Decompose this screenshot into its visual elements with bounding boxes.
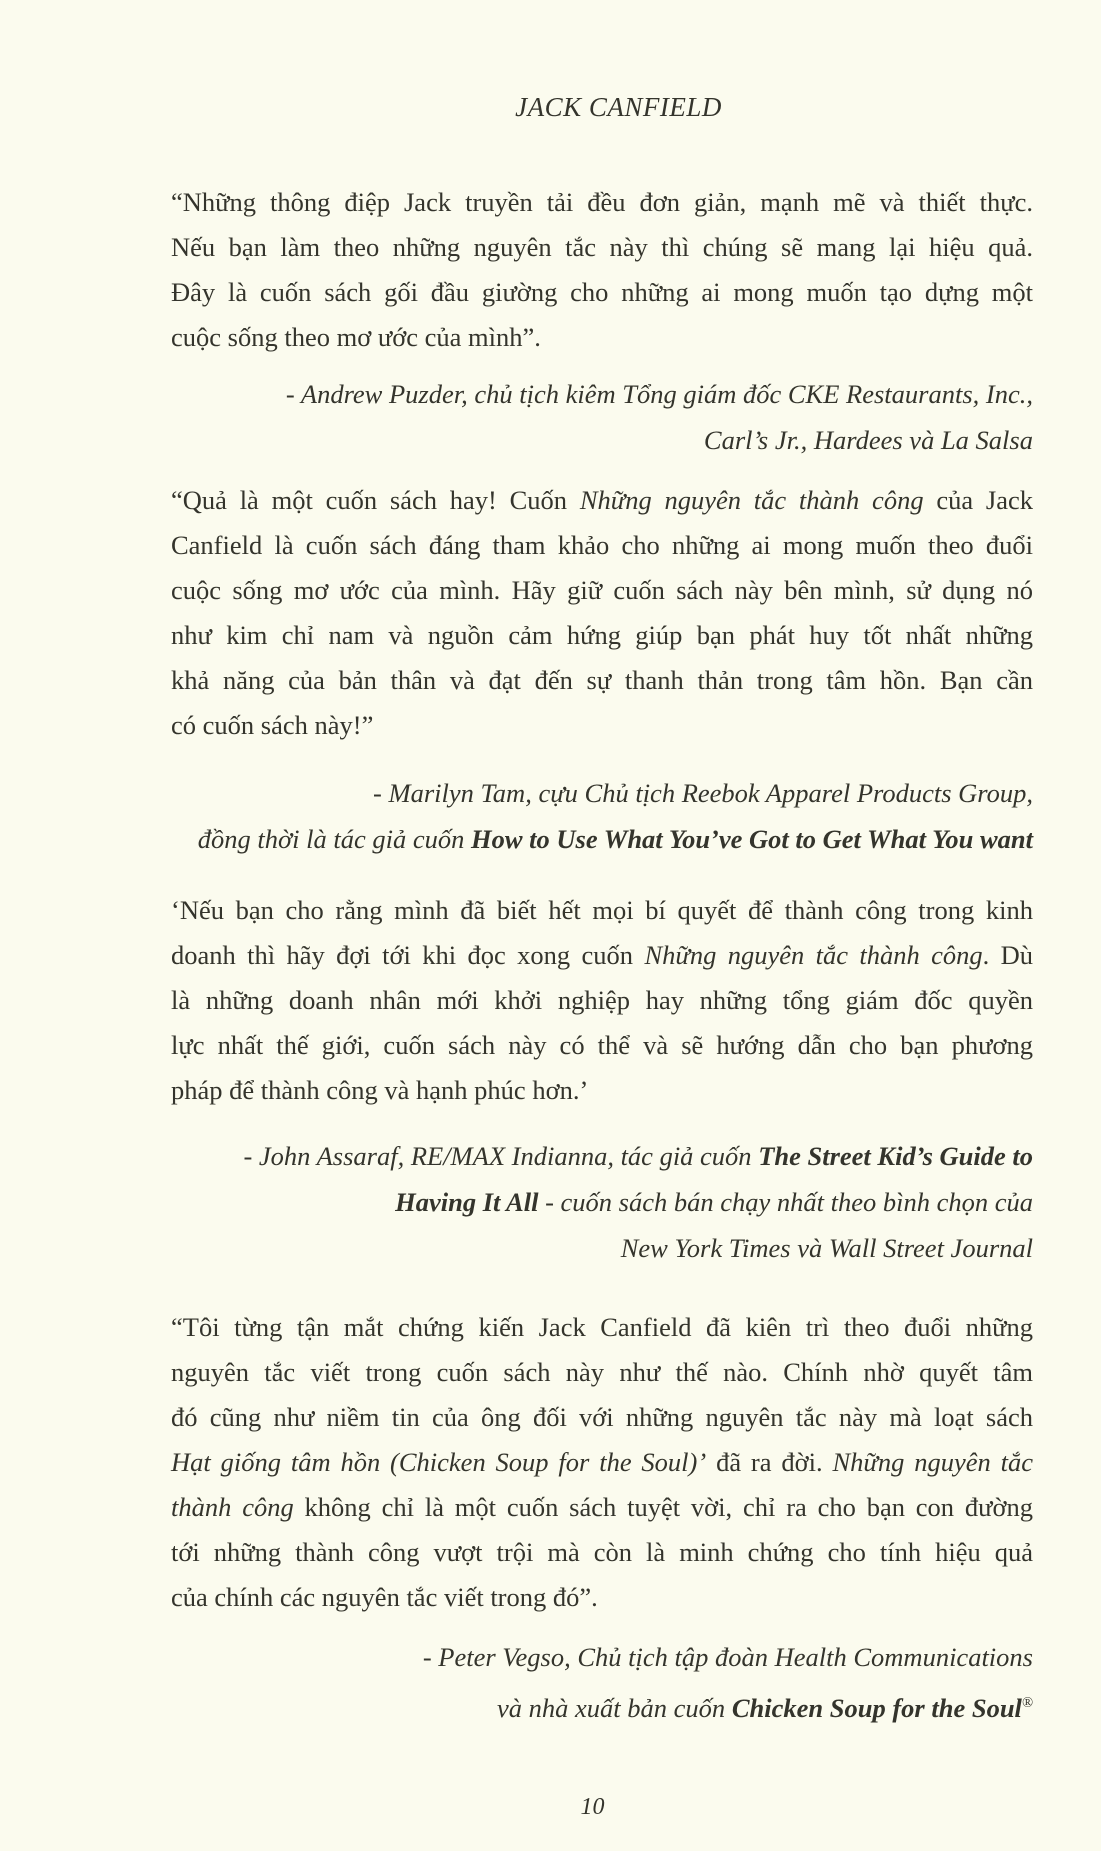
- testimonial-quote: [171, 478, 1033, 748]
- book-title: Chicken Soup for the Soul: [731, 1692, 1022, 1723]
- testimonial-attribution: [171, 1133, 1033, 1271]
- text-run: của Jack: [923, 485, 1033, 515]
- italic-text: đồng thời là tác giả cuốn: [197, 824, 471, 854]
- attribution-line: [171, 1225, 1033, 1271]
- text-run: Đây là cuốn sách gối đầu giường cho những ai mong muốn tạo dựng một: [171, 277, 1033, 307]
- text-run: như kim chỉ nam và nguồn cảm hứng giúp bạn phát huy tốt nhất những: [171, 620, 1033, 650]
- quote-line: [171, 523, 1033, 568]
- text-run: tới những thành công vượt trội mà còn là minh chứng cho tính hiệu quả: [171, 1537, 1033, 1567]
- italic-text: Hạt giống tâm hồn (Chicken Soup for the Soul)’: [171, 1447, 707, 1477]
- text-run: không chỉ là một cuốn sách tuyệt vời, chỉ ra cho bạn con đường: [293, 1492, 1034, 1522]
- quote-line: [171, 225, 1033, 270]
- quote-line: [171, 658, 1033, 703]
- quote-line: [171, 478, 1033, 523]
- text-run: của chính các nguyên tắc viết trong đó”.: [171, 1582, 598, 1612]
- italic-text: Những nguyên tắc thành công: [579, 485, 924, 515]
- testimonial-quote: [171, 888, 1033, 1113]
- book-title: The Street Kid’s Guide to: [758, 1141, 1033, 1171]
- testimonial-attribution: [171, 1634, 1033, 1726]
- attribution-line: [171, 770, 1033, 816]
- quote-line: [171, 315, 1033, 360]
- text-run: ‘Nếu bạn cho rằng mình đã biết hết mọi bí quyết để thành công trong kinh: [171, 895, 1033, 925]
- quote-line: [171, 888, 1033, 933]
- registered-mark: ®: [1021, 1695, 1033, 1711]
- italic-text: Carl’s Jr., Hardees và La Salsa: [703, 425, 1033, 455]
- attribution-line: [171, 417, 1033, 463]
- quote-line: [171, 1575, 1033, 1620]
- quote-line: [171, 613, 1033, 658]
- book-title: Having It All: [395, 1187, 539, 1217]
- page-number: 10: [580, 1794, 605, 1820]
- text-run: pháp để thành công và hạnh phúc hơn.’: [171, 1075, 589, 1105]
- italic-text: và nhà xuất bản cuốn: [497, 1692, 732, 1723]
- text-run: “Những thông điệp Jack truyền tải đều đơn giản, mạnh mẽ và thiết thực.: [171, 187, 1033, 217]
- italic-text: - Marilyn Tam, cựu Chủ tịch Reebok Apparel Products Group,: [373, 778, 1033, 808]
- quote-line: [171, 1530, 1033, 1575]
- quote-line: [171, 978, 1033, 1023]
- attribution-line: [171, 1133, 1033, 1179]
- text-run: đã ra đời.: [706, 1447, 833, 1477]
- text-run: Nếu bạn làm theo những nguyên tắc này thì chúng sẽ mang lại hiệu quả.: [171, 232, 1033, 262]
- quote-line: [171, 180, 1033, 225]
- quote-line: [171, 1485, 1033, 1530]
- quote-line: [171, 270, 1033, 315]
- italic-text: thành công: [171, 1492, 294, 1522]
- text-run: “Quả là một cuốn sách hay! Cuốn: [171, 485, 580, 515]
- quote-line: [171, 1350, 1033, 1395]
- quote-line: [171, 1068, 1033, 1113]
- quote-line: [171, 1440, 1033, 1485]
- attribution-line: [171, 371, 1033, 417]
- testimonial-attribution: [171, 770, 1033, 862]
- text-run: “Tôi từng tận mắt chứng kiến Jack Canfield đã kiên trì theo đuổi những: [171, 1312, 1033, 1342]
- testimonial-quote: [171, 1305, 1033, 1620]
- quote-line: [171, 1395, 1033, 1440]
- italic-text: Những nguyên tắc thành công: [644, 940, 983, 970]
- italic-text: New York Times và Wall Street Journal: [620, 1233, 1033, 1263]
- italic-text: - cuốn sách bán chạy nhất theo bình chọn của: [538, 1187, 1033, 1217]
- text-run: cuộc sống mơ ước của mình. Hãy giữ cuốn sách này bên mình, sử dụng nó: [171, 575, 1033, 605]
- testimonial-attribution: [171, 371, 1033, 463]
- testimonial-quote: [171, 180, 1033, 360]
- quote-line: [171, 703, 1033, 748]
- quote-line: [171, 1023, 1033, 1068]
- attribution-line: [171, 1634, 1033, 1680]
- attribution-line: [171, 816, 1033, 862]
- text-run: . Dù: [982, 940, 1034, 970]
- quote-line: [171, 568, 1033, 613]
- running-header: JACK CANFIELD: [515, 92, 722, 122]
- italic-text: Những nguyên tắc: [832, 1447, 1033, 1477]
- text-run: lực nhất thế giới, cuốn sách này có thể và sẽ hướng dẫn cho bạn phương: [171, 1030, 1033, 1060]
- book-title: How to Use What You’ve Got to Get What You want: [471, 824, 1033, 854]
- quote-line: [171, 933, 1033, 978]
- text-run: cuộc sống theo mơ ước của mình”.: [171, 322, 541, 352]
- text-run: đó cũng như niềm tin của ông đối với những nguyên tắc này mà loạt sách: [171, 1402, 1033, 1432]
- attribution-line: [171, 1680, 1033, 1726]
- quote-line: [171, 1305, 1033, 1350]
- text-run: khả năng của bản thân và đạt đến sự thanh thản trong tâm hồn. Bạn cần: [171, 665, 1033, 695]
- italic-text: - Andrew Puzder, chủ tịch kiêm Tổng giám đốc CKE Restaurants, Inc.,: [285, 379, 1033, 409]
- italic-text: - John Assaraf, RE/MAX Indianna, tác giả cuốn: [243, 1141, 759, 1171]
- text-run: là những doanh nhân mới khởi nghiệp hay những tổng giám đốc quyền: [171, 985, 1033, 1015]
- text-run: nguyên tắc viết trong cuốn sách này như thế nào. Chính nhờ quyết tâm: [171, 1357, 1033, 1387]
- italic-text: - Peter Vegso, Chủ tịch tập đoàn Health Communications: [422, 1642, 1033, 1672]
- text-run: có cuốn sách này!”: [171, 710, 374, 740]
- text-run: Canfield là cuốn sách đáng tham khảo cho những ai mong muốn theo đuổi: [171, 530, 1033, 560]
- text-run: doanh thì hãy đợi tới khi đọc xong cuốn: [171, 940, 645, 970]
- attribution-line: [171, 1179, 1033, 1225]
